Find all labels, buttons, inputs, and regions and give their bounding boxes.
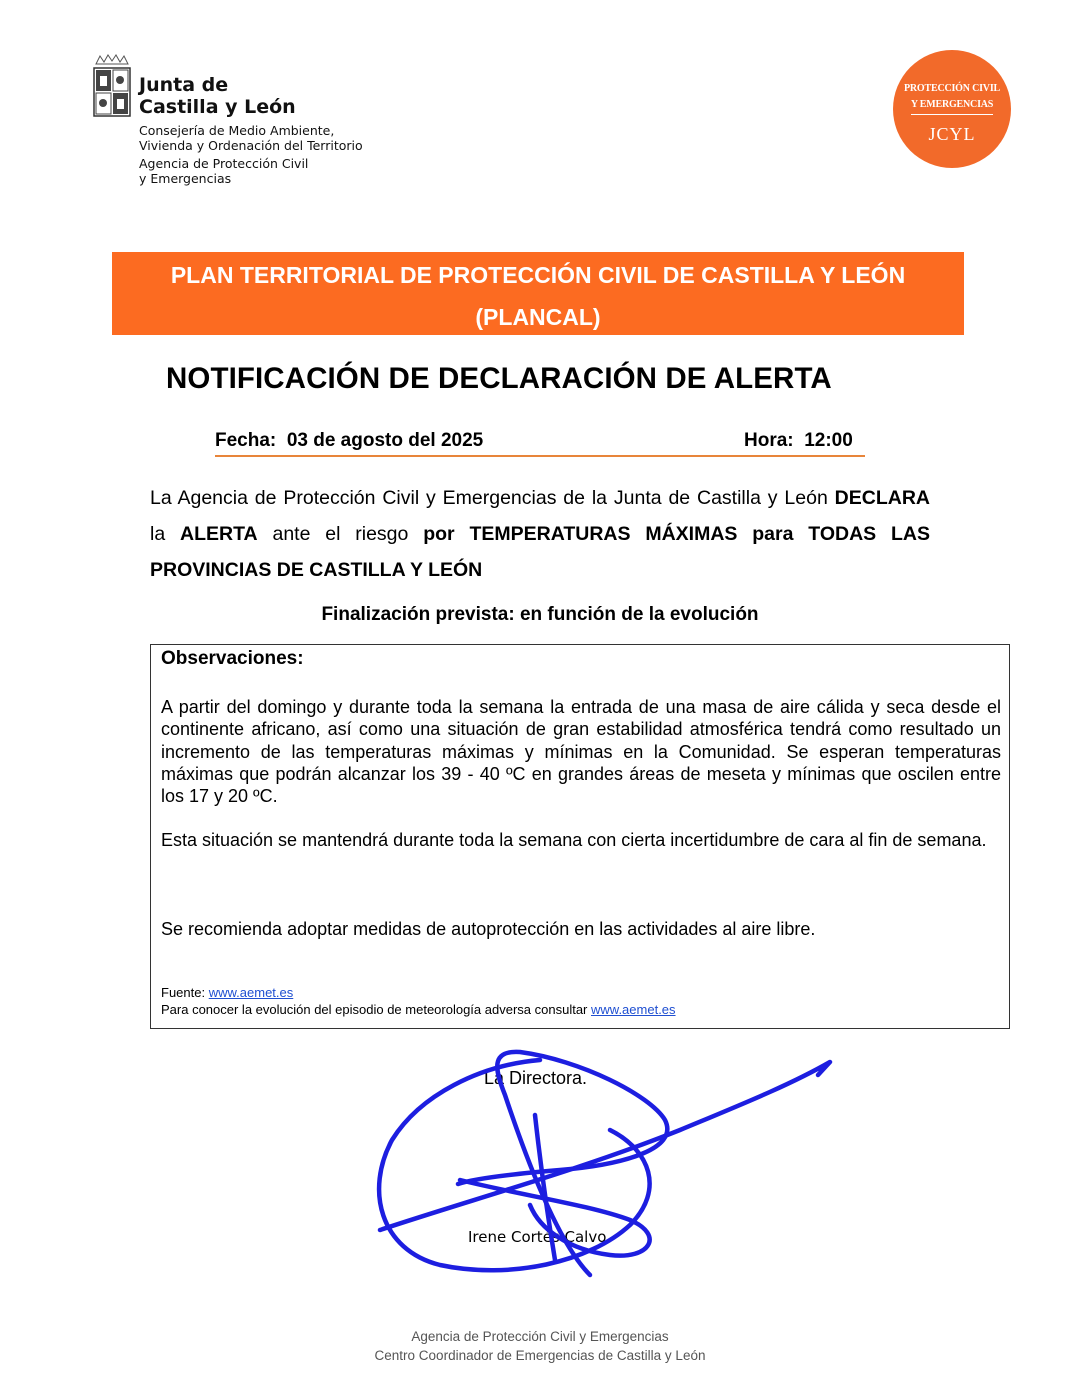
org-name-line1: Junta de bbox=[139, 74, 229, 96]
declara-keyword: DECLARA bbox=[834, 487, 931, 509]
consejeria-line1: Consejería de Medio Ambiente, bbox=[139, 123, 335, 138]
consejeria-line2: Vivienda y Ordenación del Territorio bbox=[139, 137, 363, 153]
fuente bbox=[161, 985, 293, 1001]
org-name-line2: Castilla y León bbox=[139, 96, 296, 118]
intro-text: La Agencia de Protección Civil y Emergencias de la Junta de Castilla y León bbox=[150, 487, 828, 509]
hora bbox=[744, 430, 853, 452]
fecha-label: Fecha: bbox=[215, 430, 277, 451]
badge-line2: Y EMERGENCIAS bbox=[910, 99, 994, 110]
consult-line bbox=[161, 1002, 676, 1018]
agencia bbox=[139, 157, 308, 186]
signer-title: La Directora. bbox=[484, 1068, 588, 1088]
banner-line1: PLAN TERRITORIAL DE PROTECCIÓN CIVIL DE CASTILLA Y LEÓN bbox=[170, 262, 906, 288]
banner-line2: (PLANCAL) bbox=[475, 304, 601, 330]
expected-end: Finalización prevista: en función de la evolución bbox=[321, 604, 759, 625]
badge-line1: PROTECCIÓN CIVIL bbox=[904, 83, 1000, 94]
fecha bbox=[215, 430, 483, 452]
fuente-label: Fuente: bbox=[161, 985, 206, 1000]
fecha-value: 03 de agosto del 2025 bbox=[286, 430, 484, 451]
consejeria bbox=[139, 124, 363, 153]
agencia-line1: Agencia de Protección Civil bbox=[139, 156, 309, 171]
intro-ante: ante el riesgo bbox=[272, 523, 409, 545]
fuente-link[interactable]: www.aemet.es bbox=[208, 985, 294, 1000]
org-name bbox=[139, 74, 296, 118]
footer-line-2: Centro Coordinador de Emergencias de Castilla y León bbox=[374, 1348, 706, 1363]
badge-divider bbox=[911, 114, 993, 115]
observaciones-paragraph-2: Esta situación se mantendrá durante toda la semana con cierta incertidumbre de cara al fin de semana. bbox=[161, 830, 987, 850]
observaciones-title: Observaciones: bbox=[161, 648, 304, 669]
junta-crest-icon bbox=[92, 54, 132, 120]
hora-value: 12:00 bbox=[804, 430, 853, 451]
badge-jcyl: JCYL bbox=[928, 124, 976, 144]
agencia-line2: y Emergencias bbox=[139, 170, 232, 186]
alerta-keyword: ALERTA bbox=[180, 523, 258, 545]
plan-banner bbox=[112, 252, 964, 335]
observaciones-paragraph-1: A partir del domingo y durante toda la semana la entrada de una masa de aire cálida y seca desde el continente africano, así como una situación de gran estabilidad atmosférica tendrá como resultado un incremento de las temperaturas máximas y mínimas en la Comunidad. Se esperan temperaturas máximas que podrán alcanzar los 39 - 40 ºC en grandes áreas de meseta y mínimas que oscilen entre los 17 y 20 ºC. bbox=[161, 697, 1001, 807]
observaciones-box bbox=[150, 644, 1010, 1029]
observaciones-paragraph-3: Se recomienda adoptar medidas de autoprotección en las actividades al aire libre. bbox=[161, 919, 816, 939]
intro-la: la bbox=[150, 523, 166, 545]
document-title: NOTIFICACIÓN DE DECLARACIÓN DE ALERTA bbox=[166, 362, 832, 395]
risk-type: por TEMPERATURAS MÁXIMAS para bbox=[423, 523, 794, 545]
proteccion-civil-badge bbox=[893, 50, 1011, 168]
consult-text: Para conocer la evolución del episodio de meteorología adversa consultar bbox=[161, 1002, 588, 1017]
signer-name: Irene Cortés Calvo bbox=[468, 1228, 607, 1246]
declaration-paragraph bbox=[150, 480, 930, 588]
footer-line-1: Agencia de Protección Civil y Emergencias bbox=[411, 1329, 669, 1344]
consult-link[interactable]: www.aemet.es bbox=[591, 1002, 676, 1017]
affected-area: TODAS LAS PROVINCIAS DE CASTILLA Y LEÓN bbox=[150, 523, 930, 581]
hora-label: Hora: bbox=[744, 430, 794, 451]
